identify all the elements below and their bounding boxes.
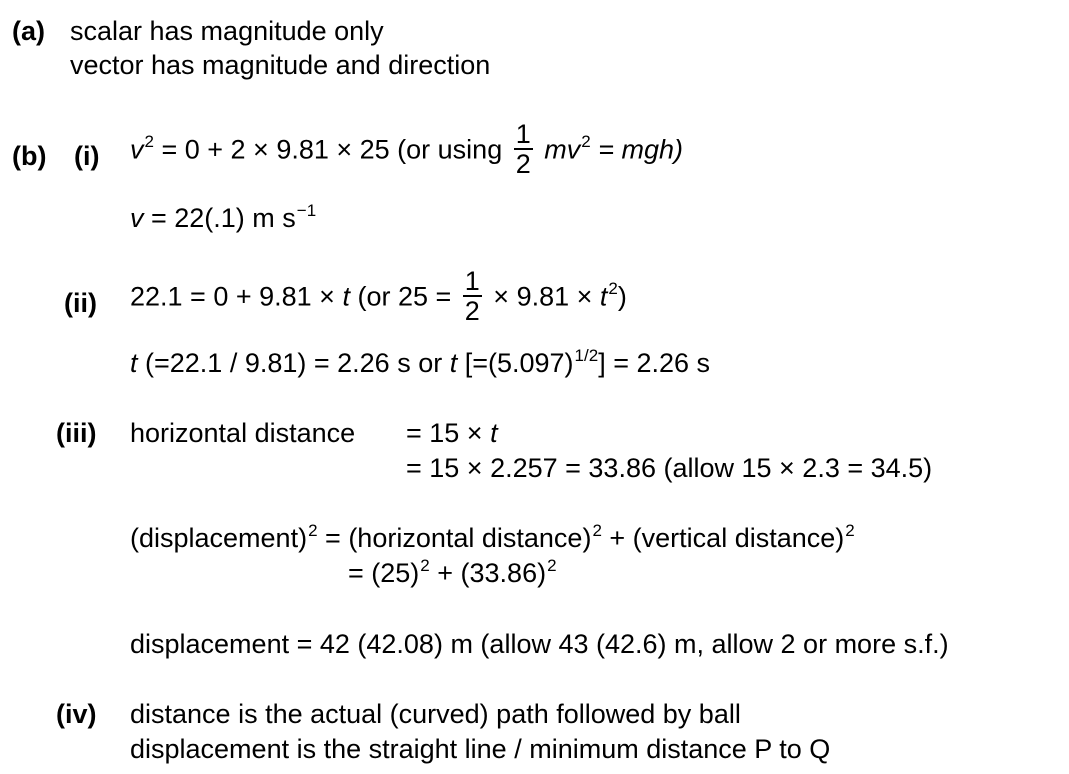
- displacement-result: displacement = 42 (42.08) m (allow 43 (42.6) m, allow 2 or more s.f.): [130, 629, 949, 659]
- part-a-line-2: vector has magnitude and direction: [70, 50, 491, 80]
- part-b-ii-equation-2: t (=22.1 / 9.81) = 2.26 s or t $[=(5.097)^{1/2}] = 2.26$ s: [130, 346, 711, 378]
- part-b-i-equation-1: $v^2 = 0 + 2 \times 9.81 \times 25$ (or using $\frac{1}{2}$ $mv^2 = mgh$): [130, 119, 684, 180]
- fraction-one-half: $\frac{1}{2}$: [464, 266, 480, 327]
- part-a-label: (a): [12, 16, 45, 46]
- part-b-iv-line-2: displacement is the straight line / minimum distance P to Q: [130, 734, 831, 764]
- part-b-iii-label: (iii): [56, 418, 97, 448]
- part-b-iv-label: (iv): [56, 699, 97, 729]
- part-b-i-label: (i): [74, 141, 100, 171]
- part-b-ii-label: (ii): [64, 288, 97, 318]
- fraction-one-half: $\frac{1}{2}$: [515, 119, 531, 180]
- horizontal-distance-label: horizontal distance: [130, 418, 356, 448]
- displacement-equation-2: = $(25)^2 + (33.86)^2$: [348, 556, 557, 588]
- part-a-line-1: scalar has magnitude only: [70, 16, 384, 46]
- part-b-ii-equation-1: 22.1 = 0 + 9.81 × t (or 25 = $\frac{1}{2}$ × $9.81 \times t^2$): [130, 266, 627, 327]
- displacement-equation-1: (displacement)$^2$ = (horizontal distance)$^2$ + (vertical distance)$^2$: [130, 521, 855, 553]
- part-b-i-equation-2: v = 22(.1) m $s^{-1}$: [130, 201, 317, 233]
- part-b-iv-line-1: distance is the actual (curved) path followed by ball: [130, 699, 741, 729]
- horizontal-distance-equation-1: = 15 × t: [406, 418, 498, 448]
- horizontal-distance-equation-2: = 15 × 2.257 = 33.86 (allow 15 × 2.3 = 34.5): [406, 453, 933, 483]
- part-b-label: (b): [12, 141, 47, 171]
